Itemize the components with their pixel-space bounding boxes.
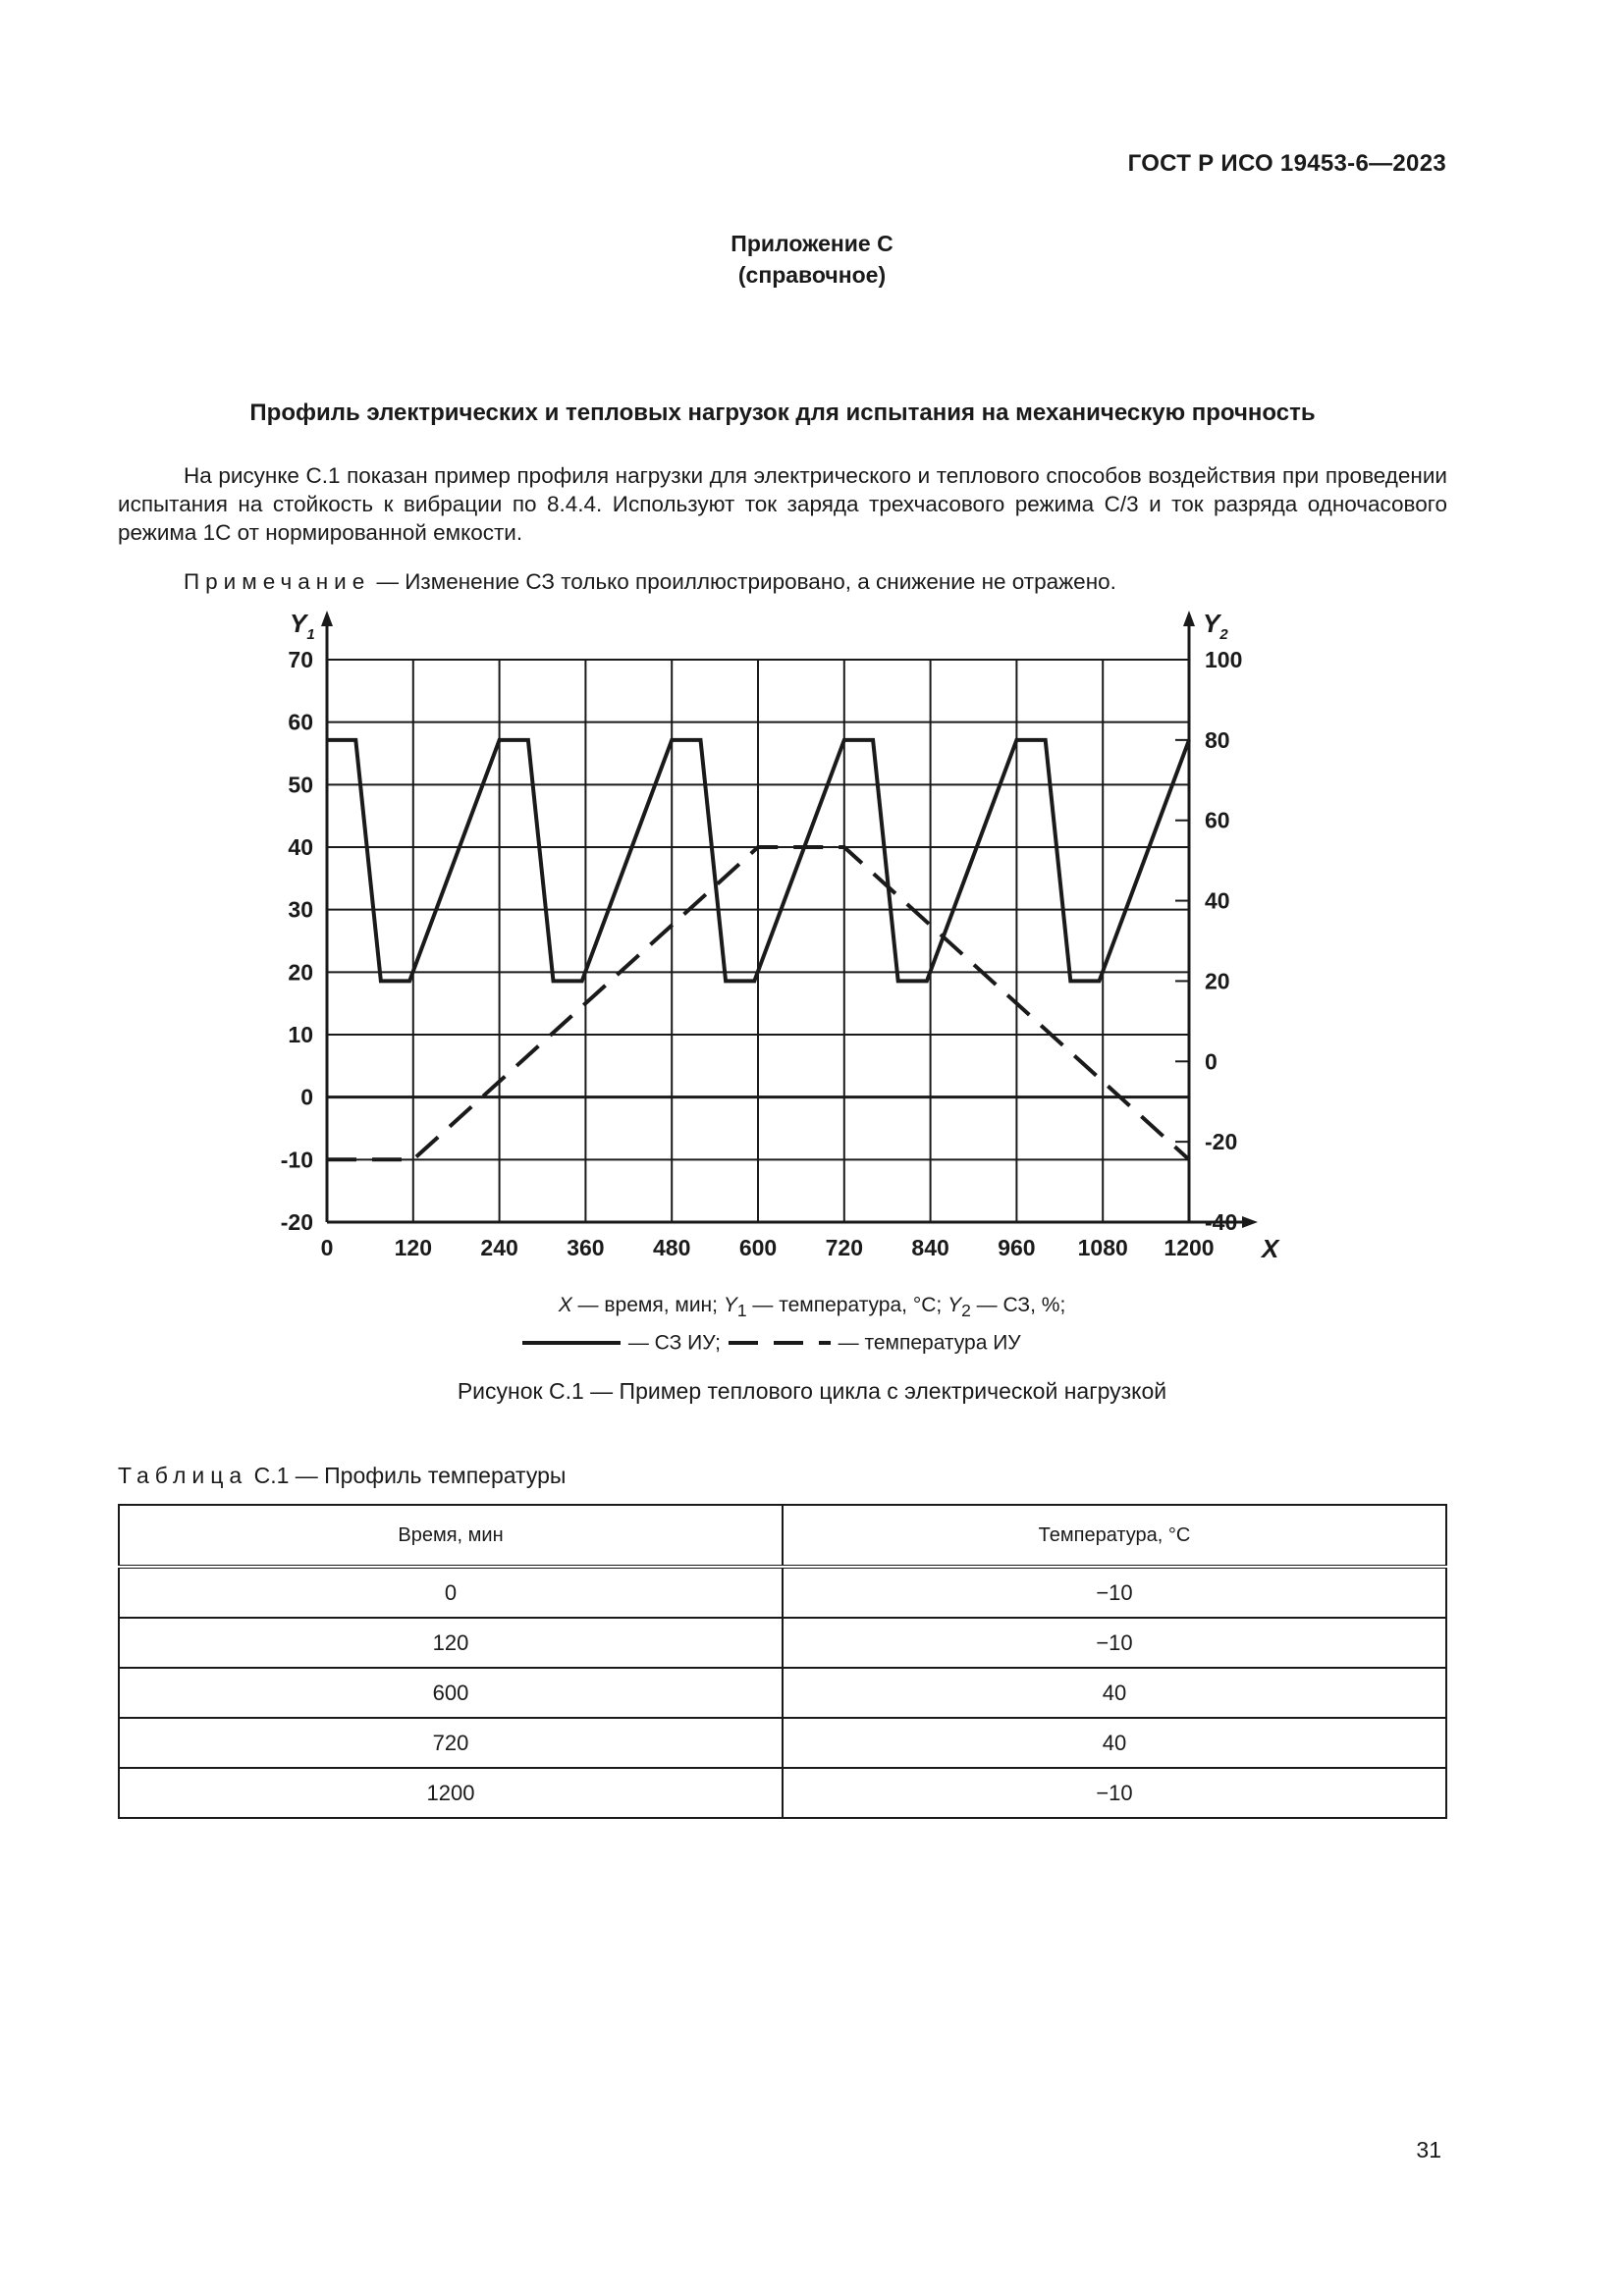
legend-x-symbol: X bbox=[558, 1294, 572, 1316]
body-paragraph: На рисунке C.1 показан пример профиля нагрузки для электрического и теплового способов воздействия при проведении испытания на стойкость к вибрации по 8.4.4. Используют ток заряда трехчасового режима C/3 и ток разряда одночасового режима 1C от нормированной емкости. bbox=[118, 463, 1447, 545]
legend-y2-text: — СЗ, %; bbox=[970, 1294, 1066, 1316]
y1-tick-labels bbox=[281, 647, 313, 1235]
y2-tick-label: -20 bbox=[1205, 1129, 1238, 1155]
y1-tick-label: 30 bbox=[288, 896, 313, 923]
x-axis-arrow-icon bbox=[1242, 1216, 1258, 1228]
x-tick-label: 360 bbox=[567, 1235, 605, 1260]
table-row bbox=[119, 1567, 1446, 1618]
y2-tick-labels bbox=[1175, 647, 1242, 1235]
axis-titles bbox=[290, 609, 1280, 1263]
y1-tick-label: 60 bbox=[288, 709, 313, 735]
y2-tick-label: 60 bbox=[1205, 807, 1230, 833]
table-label: Таблица bbox=[118, 1463, 248, 1488]
x-tick-label: 600 bbox=[738, 1235, 778, 1260]
cell-temperature: 40 bbox=[783, 1668, 1446, 1718]
x-tick-labels bbox=[321, 1235, 1215, 1260]
y1-tick-label: 70 bbox=[288, 647, 313, 672]
x-axis-title: X bbox=[1262, 1234, 1279, 1263]
y1-tick-label: 10 bbox=[288, 1022, 313, 1047]
header-time: Время, мин bbox=[119, 1505, 783, 1567]
cell-time: 600 bbox=[119, 1668, 783, 1718]
cell-time: 120 bbox=[119, 1618, 783, 1668]
y2-tick-label: 40 bbox=[1205, 887, 1230, 914]
chart-axes bbox=[321, 611, 1258, 1228]
legend-y1-symbol: Y bbox=[723, 1294, 737, 1316]
note-label: Примечание bbox=[184, 569, 371, 594]
y2-axis-arrow-icon bbox=[1183, 611, 1195, 626]
x-tick-label: 1200 bbox=[1164, 1235, 1215, 1260]
table-row bbox=[119, 1668, 1446, 1718]
y1-tick-label: 50 bbox=[288, 772, 313, 798]
y2-tick-label: 20 bbox=[1205, 968, 1230, 994]
y1-tick-label: 20 bbox=[288, 959, 313, 986]
cell-temperature: −10 bbox=[783, 1567, 1446, 1618]
legend-dashed-line-icon bbox=[727, 1338, 833, 1348]
section-title: Профиль электрических и тепловых нагрузок для испытания на механическую прочность bbox=[249, 400, 1316, 426]
y2-tick-label: 80 bbox=[1205, 726, 1230, 753]
page-number: 31 bbox=[1416, 2137, 1441, 2163]
y1-tick-label: 40 bbox=[288, 834, 313, 860]
legend-y1-text: — температура, °C; bbox=[746, 1294, 948, 1316]
x-tick-label: 240 bbox=[480, 1235, 518, 1260]
note-text: — Изменение СЗ только проиллюстрировано, а снижение не отражено. bbox=[370, 569, 1116, 594]
table-caption: C.1 — Профиль температуры bbox=[247, 1463, 567, 1488]
y2-tick-label: 100 bbox=[1205, 647, 1243, 672]
table-row bbox=[119, 1718, 1446, 1768]
header-temperature: Температура, °C bbox=[783, 1505, 1446, 1567]
chart-grid bbox=[327, 660, 1189, 1222]
annex-kind: (справочное) bbox=[737, 262, 887, 288]
x-tick-label: 1080 bbox=[1077, 1235, 1128, 1260]
standard-code: ГОСТ Р ИСО 19453-6—2023 bbox=[1127, 150, 1446, 177]
y1-axis-arrow-icon bbox=[321, 611, 333, 626]
cell-time: 1200 bbox=[119, 1768, 783, 1818]
y1-axis-title: $Y_1$ bbox=[290, 609, 315, 643]
table-row bbox=[119, 1768, 1446, 1818]
legend-y2-sub: 2 bbox=[961, 1301, 971, 1321]
x-tick-label: 720 bbox=[825, 1235, 863, 1260]
annex-title: Приложение C bbox=[731, 231, 893, 256]
legend-temp-label: — температура ИУ bbox=[838, 1331, 1021, 1355]
legend-solid-line-icon bbox=[520, 1338, 623, 1348]
figure-legend-series bbox=[520, 1331, 1021, 1361]
table-title bbox=[118, 1463, 566, 1489]
x-tick-label: 0 bbox=[320, 1235, 334, 1260]
x-tick-label: 480 bbox=[653, 1235, 691, 1260]
y2-tick-label: 0 bbox=[1205, 1048, 1218, 1075]
x-tick-label: 960 bbox=[998, 1235, 1036, 1260]
legend-x-text: — время, мин; bbox=[571, 1294, 724, 1316]
x-tick-label: 120 bbox=[394, 1235, 432, 1260]
y1-tick-label: 0 bbox=[300, 1084, 313, 1110]
legend-y2-symbol: Y bbox=[947, 1294, 962, 1316]
temperature-profile-table bbox=[118, 1504, 1447, 1819]
cell-time: 720 bbox=[119, 1718, 783, 1768]
y1-tick-label: -20 bbox=[280, 1209, 313, 1235]
legend-soc-label: — СЗ ИУ; bbox=[627, 1331, 721, 1355]
cell-temperature: −10 bbox=[783, 1618, 1446, 1668]
y2-tick-label: -40 bbox=[1205, 1209, 1238, 1235]
figure-caption: Рисунок C.1 — Пример теплового цикла с электрической нагрузкой bbox=[457, 1378, 1167, 1404]
cell-temperature: 40 bbox=[783, 1718, 1446, 1768]
figure-legend-axes bbox=[0, 1294, 1624, 1321]
cell-temperature: −10 bbox=[783, 1768, 1446, 1818]
table-row bbox=[119, 1618, 1446, 1668]
cell-time: 0 bbox=[119, 1567, 783, 1618]
table-header-row bbox=[119, 1505, 1446, 1567]
x-tick-label: 840 bbox=[911, 1235, 949, 1260]
y2-axis-title: $Y_2$ bbox=[1203, 609, 1228, 643]
y1-tick-label: -10 bbox=[280, 1147, 313, 1173]
legend-y1-sub: 1 bbox=[736, 1301, 747, 1321]
